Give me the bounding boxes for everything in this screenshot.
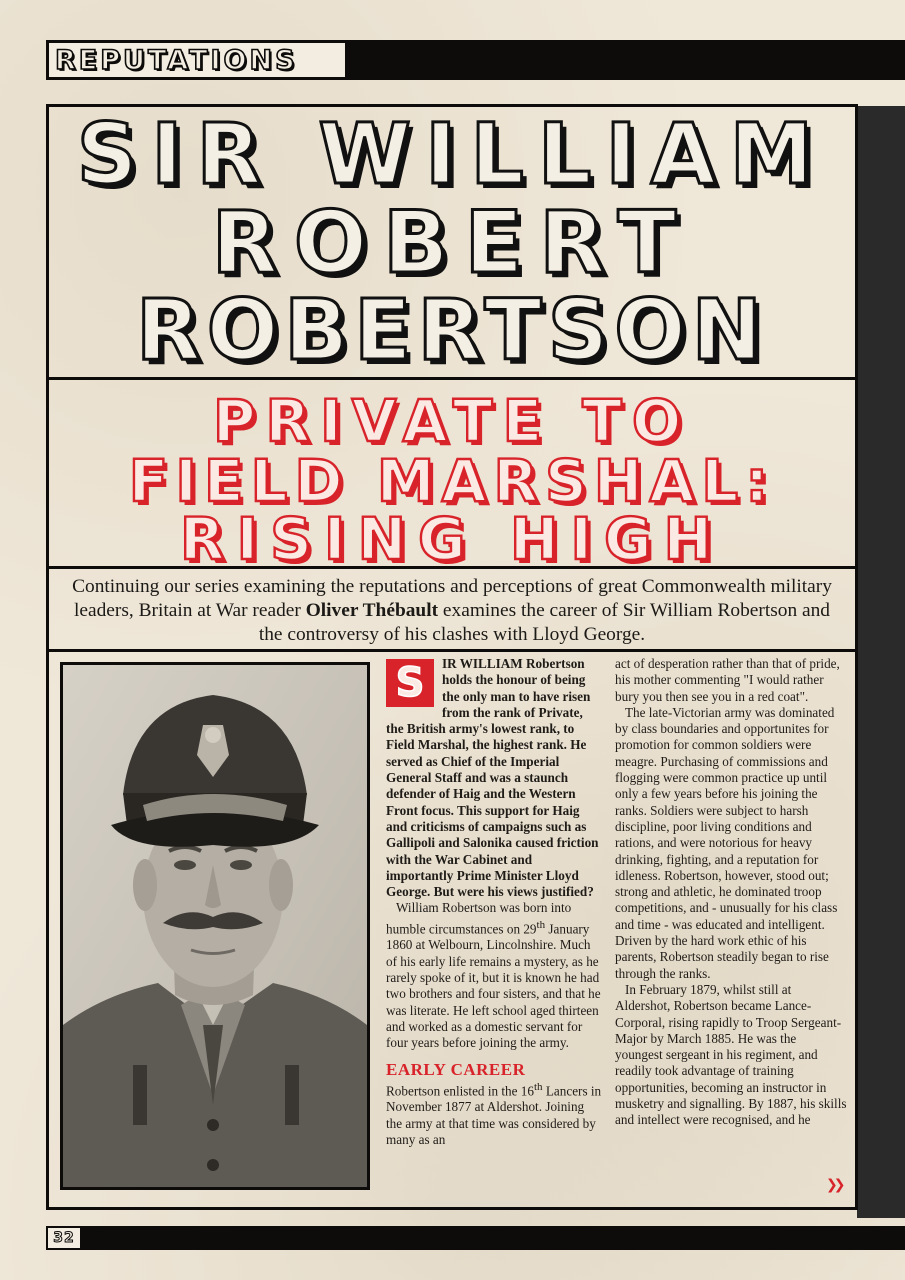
headline-line-3: ROBERTSON <box>136 281 768 379</box>
p1-superscript: th <box>536 918 546 931</box>
article-lead: IR WILLIAM Robertson holds the honour of being the only man to have risen from the rank of Private, the British army's lowest rank, to Field Marshal, the highest rank. He served as Chief of the Imperial General Staff and was a staunch defender of Haig and the Western Front focus. This support for Haig and criticisms of campaigns such as Gallipoli and Salonika caused friction with the War Cabinet and importantly Prime Minister Lloyd George. But were his views justified? <box>386 656 599 900</box>
bottom-bar <box>46 1226 905 1250</box>
article-column-1 <box>386 656 602 1148</box>
section-heading-early-career: EARLY CAREER <box>386 1059 526 1079</box>
article-paragraph-5: In February 1879, whilst still at Aldershot, Robertson became Lance-Corporal, rising rapidly to Troop Sergeant-Major by March 1885. He was the youngest sergeant in his regiment, and readily took advantage of training opportunities, becoming an instructor in musketry and signalling. By 1887, his skills and intellect were recognised, and he <box>615 981 847 1128</box>
subheadline-line-1: PRIVATE TO <box>212 387 692 455</box>
headline-line-2: ROBERT <box>211 193 693 293</box>
article-column-2 <box>615 656 847 1129</box>
standfirst-text-end: examines the career of Sir William Robertson and the controversy of his clashes with Lloyd George. <box>258 600 831 645</box>
article-paragraph-4: The late-Victorian army was dominated by class boundaries and opportunites for promotion for common soldiers were meagre. Purchasing of commissions and flogging were common practice up until only a few years before his joining the ranks. Soldiers were subject to harsh discipline, poor living conditions and rations, and were notorious for heavy drinking, fighting, and a reputation for idleness. Robertson, however, stood out; strong and athletic, he dominated troop competitions, and - unusually for his class and time - was educated and intelligent. Driven by the hard work ethic of his parents, Robertson steadily began to rise through the ranks. <box>615 704 838 981</box>
p1-text-b: January 1860 at Welbourn, Lincolnshire. Much of his early life remains a mystery, as he rarely spoke of it, but it is known he had two brothers and four sisters, and that he was literate. He left school aged thirteen and worked as a domestic servant for four years before joining the army. <box>386 921 601 1051</box>
article-paragraph-3: act of desperation rather than that of pride, his mother commenting "I would rather bury you then see you in a red coat". <box>615 656 840 704</box>
section-label: REPUTATIONS <box>46 40 348 80</box>
subheadline-line-2: FIELD MARSHAL: <box>128 447 776 515</box>
page-edge-shadow <box>857 106 905 1218</box>
drop-cap: S <box>386 659 434 707</box>
headline-line-1: SIR WILLIAM <box>76 105 828 203</box>
p2-superscript: th <box>533 1080 543 1093</box>
p2-text-a: Robertson enlisted in the 16 <box>386 1082 534 1098</box>
article-paragraph-2 <box>386 1079 602 1149</box>
portrait-illustration <box>63 665 367 1187</box>
standfirst <box>46 566 858 652</box>
article-paragraph-1 <box>386 900 602 1051</box>
p1-text-a: William Robertson was born into humble circumstances on 29 <box>386 900 572 937</box>
p2-text-b: Lancers in November 1877 at Aldershot. Joining the army at that time was considered by many as an <box>386 1082 602 1147</box>
subheadline-line-3: RISING HIGH <box>179 505 725 573</box>
page-number: 32 <box>46 1226 82 1250</box>
author-name: Oliver Thébault <box>305 600 439 621</box>
portrait-photo <box>60 662 370 1190</box>
double-chevron-right-icon: ❯❯ <box>826 1177 842 1193</box>
standfirst-text-start: Continuing our series examining the reputations and perceptions of great Commonwealth military leaders, Britain at War reader <box>72 576 832 621</box>
